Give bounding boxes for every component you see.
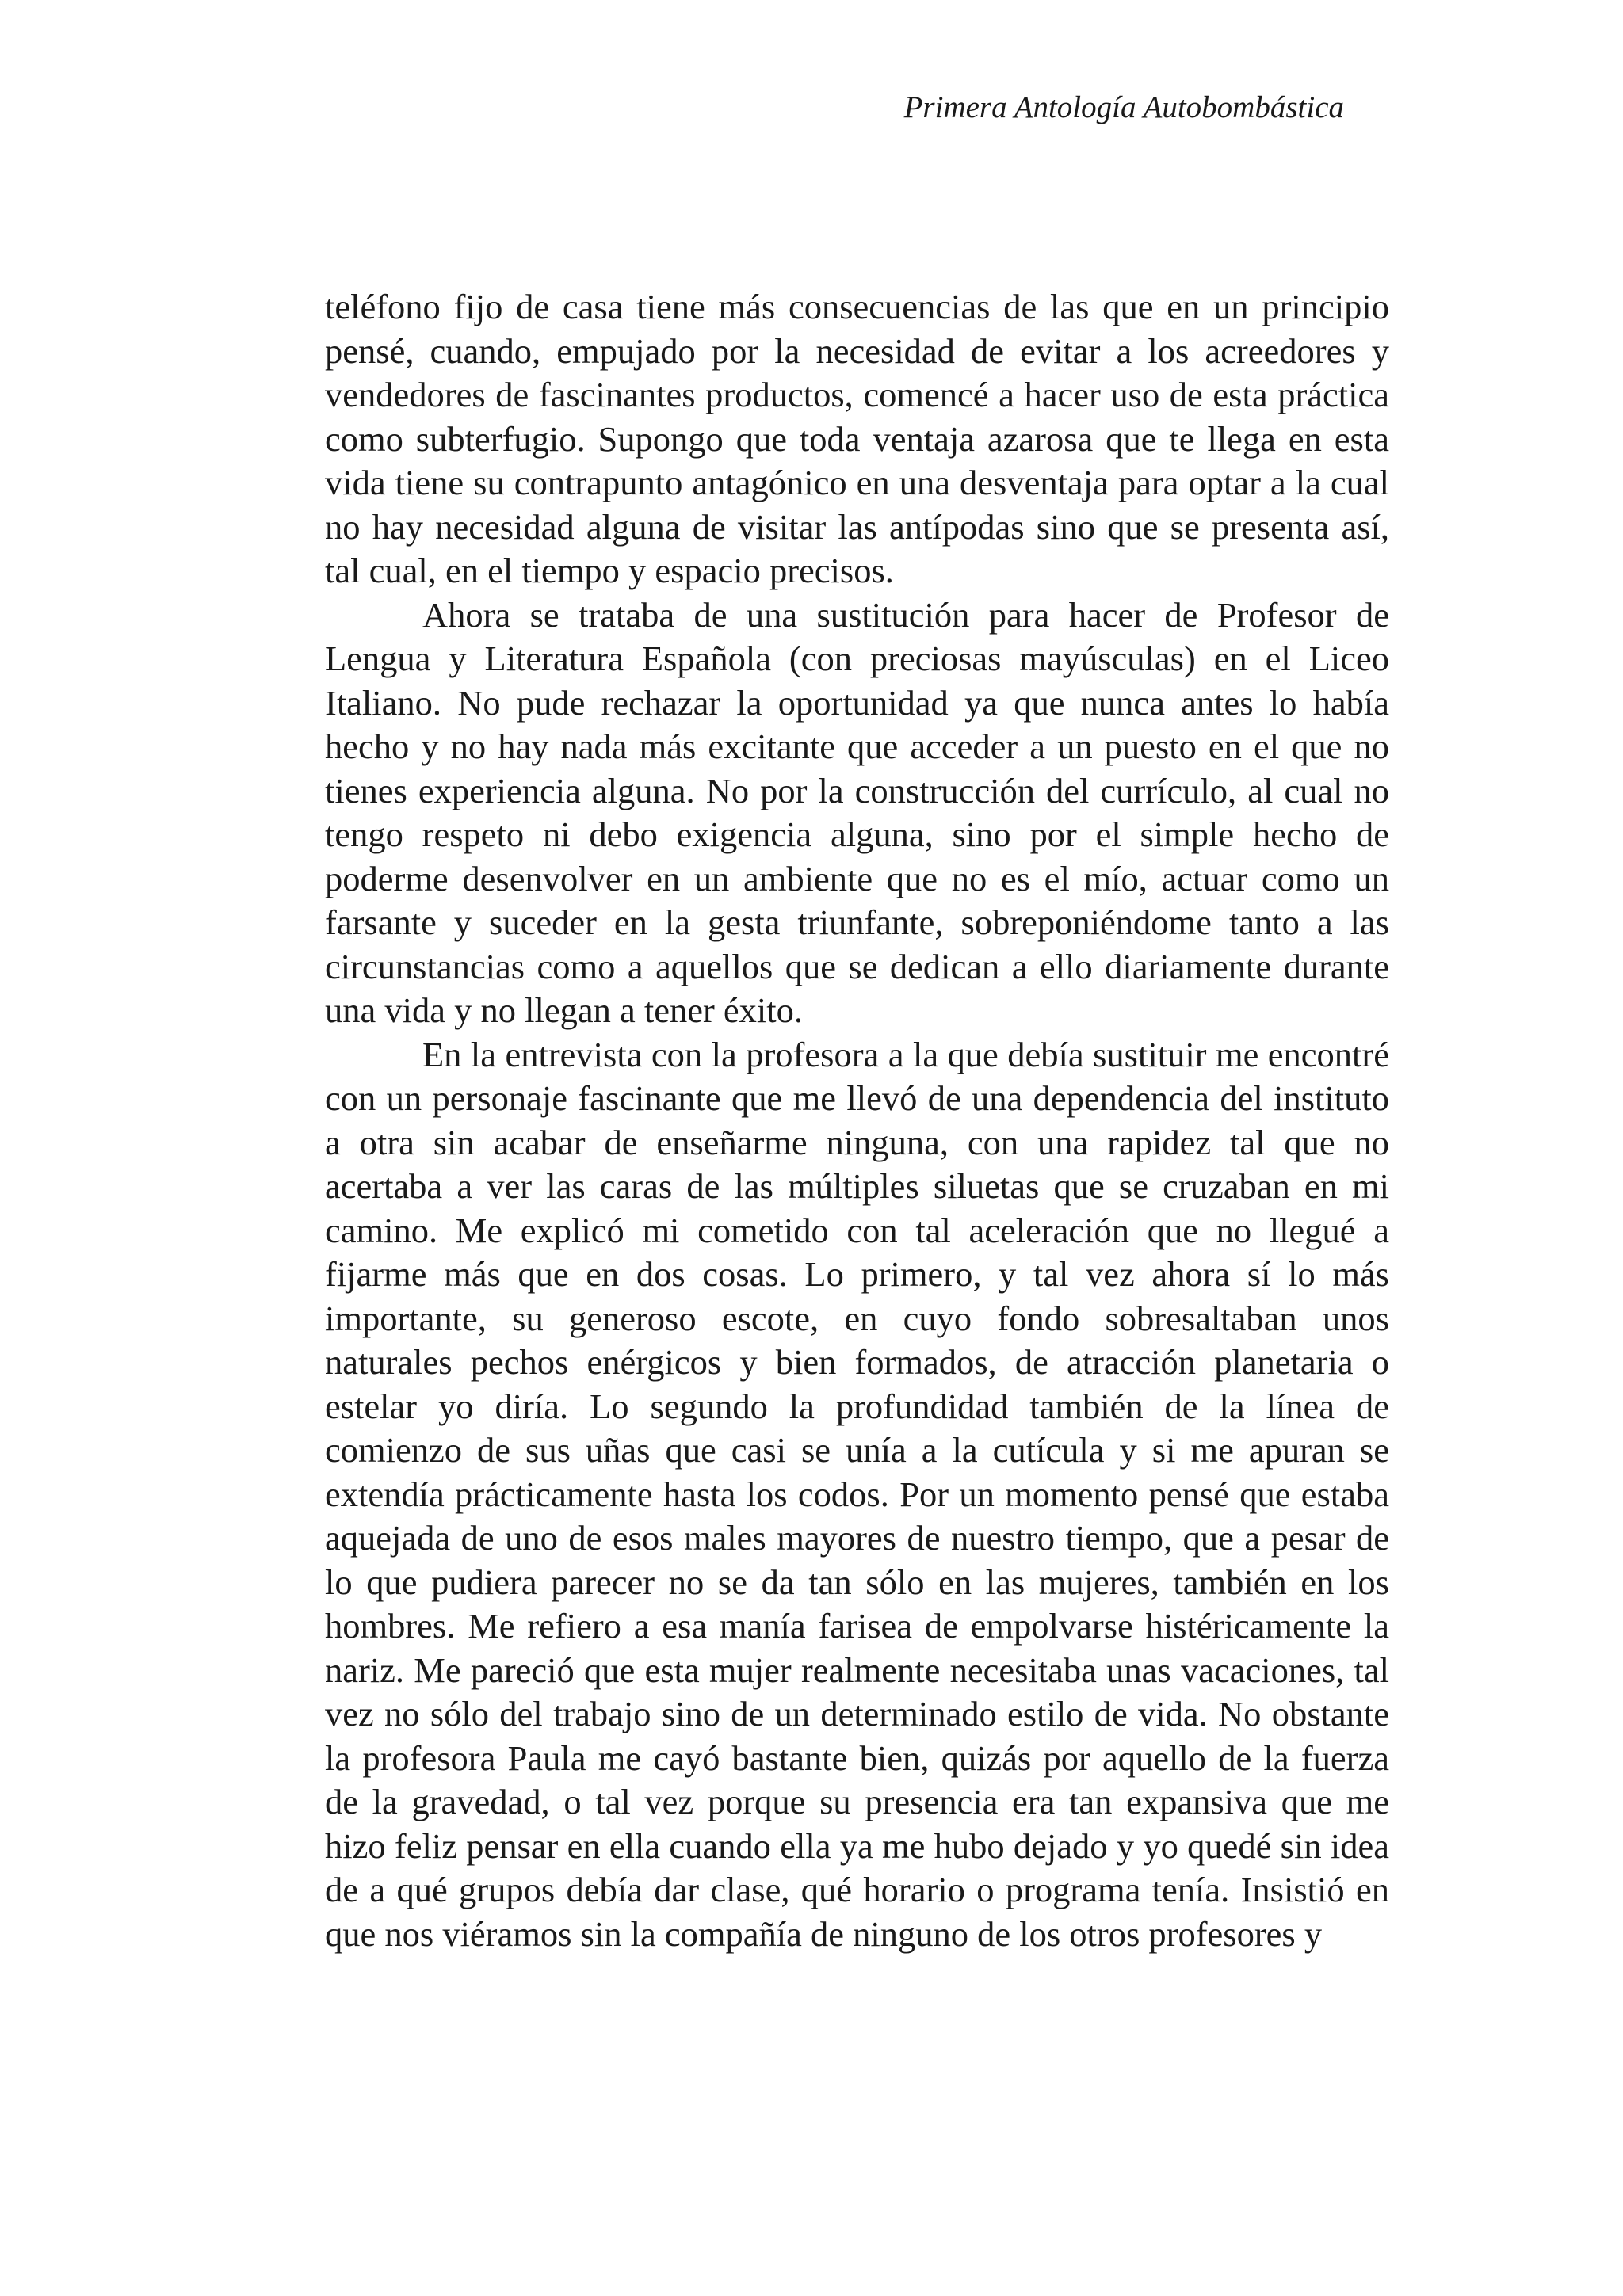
running-header-title: Primera Antología Autobombástica (903, 90, 1344, 124)
body-text (325, 285, 1389, 1956)
paragraph-2: Ahora se trataba de una sustitución para hacer de Profesor de Lengua y Literatura Española (con preciosas mayúsculas) en el Liceo Italiano. No pude rechazar la oportunidad ya que nunca antes lo había hecho y no hay nada más excitante que acceder a un puesto en el que no tienes experiencia alguna. No por la construcción del currículo, al cual no tengo respeto ni debo exigencia alguna, sino por el simple hecho de poderme desenvolver en un ambiente que no es el mío, actuar como un farsante y suceder en la gesta triunfante, sobreponiéndome tanto a las circunstancias como a aquellos que se dedican a ello diariamente durante una vida y no llegan a tener éxito. (325, 594, 1389, 1030)
paragraph-3: En la entrevista con la profesora a la que debía sustituir me encontré con un personaje fascinante que me llevó de una dependencia del instituto a otra sin acabar de enseñarme ninguna, con una rapidez tal que no acertaba a ver las caras de las múltiples siluetas que se cruzaban en mi camino. Me explicó mi cometido con tal aceleración que no llegué a fijarme más que en dos cosas. Lo primero, y tal vez ahora sí lo más importante, su generoso escote, en cuyo fondo sobresaltaban unos naturales pechos enérgicos y bien formados, de atracción planetaria o estelar yo diría. Lo segundo la profundidad también de la línea de comienzo de sus uñas que casi se unía a la cutícula y si me apuran se extendía prácticamente hasta los codos. Por un momento pensé que estaba aquejada de uno de esos males mayores de nuestro tiempo, que a pesar de lo que pudiera parecer no se da tan sólo en las mujeres, también en los hombres. Me refiero a esa manía farisea de empolvarse histéricamente la nariz. Me pareció que esta mujer realmente necesitaba unas vacaciones, tal vez no sólo del trabajo sino de un determinado estilo de vida. No obstante la profesora Paula me cayó bastante bien, quizás por aquello de la fuerza de la gravedad, o tal vez porque su presencia era tan expansiva que me hizo feliz pensar en ella cuando ella ya me hubo dejado y yo quedé sin idea de a qué grupos debía dar clase, qué horario o programa tenía. Insistió en que nos viéramos sin la compañía de ninguno de los otros profesores y (325, 1034, 1389, 1954)
paragraph-1: teléfono fijo de casa tiene más consecuencias de las que en un principio pensé, cuando, empujado por la necesidad de evitar a los acreedores y vendedores de fascinantes productos, comencé a hacer uso de esta práctica como subterfugio. Supongo que toda ventaja azarosa que te llega en esta vida tiene su contrapunto antagónico en una desventaja para optar a la cual no hay necesidad alguna de visitar las antípodas sino que se presenta así, tal cual, en el tiempo y espacio precisos. (325, 287, 1389, 590)
